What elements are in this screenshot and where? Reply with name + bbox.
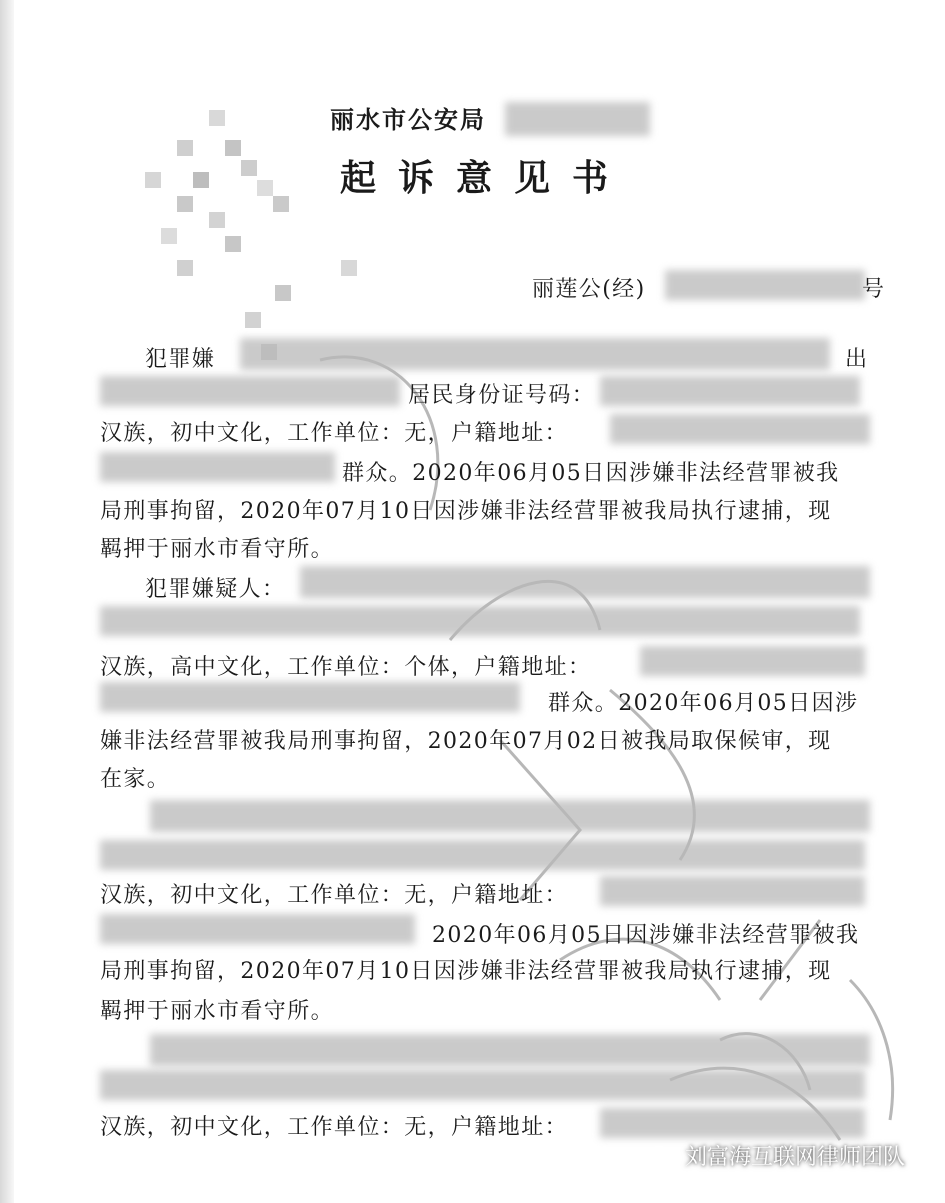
body-text-line: 嫌非法经营罪被我局刑事拘留，2020年07月02日被我局取保候审，现	[100, 729, 832, 754]
redaction-block	[100, 452, 335, 482]
redaction-block	[600, 376, 860, 406]
redaction-block	[300, 566, 870, 598]
redaction-block	[100, 1070, 865, 1100]
body-text-line: 在家。	[100, 767, 171, 792]
redaction-block	[100, 606, 860, 636]
body-text-line: 群众。2020年06月05日因涉	[548, 691, 859, 716]
redaction-block	[100, 914, 415, 944]
body-text-line: 群众。2020年06月05日因涉嫌非法经营罪被我	[342, 461, 840, 486]
redaction-block	[100, 682, 520, 712]
body-text-line: 汉族，初中文化，工作单位：无，户籍地址：	[100, 883, 569, 908]
document-number-suffix: 号	[862, 277, 886, 302]
body-text-line: 汉族，初中文化，工作单位：无，户籍地址：	[100, 421, 569, 446]
issuing-authority: 丽水市公安局	[330, 105, 486, 134]
redaction-block	[150, 800, 870, 832]
redaction-block	[240, 338, 830, 370]
body-text-line: 犯罪嫌	[145, 347, 216, 372]
redaction-block	[640, 646, 865, 676]
watermark-text: 刘富海互联网律师团队	[684, 1145, 905, 1170]
page-edge-shadow	[0, 0, 14, 1203]
body-text-line: 居民身份证号码：	[408, 383, 596, 408]
document-title: 起诉意见书	[340, 157, 631, 199]
wechat-icon	[649, 1145, 675, 1167]
redaction-block	[100, 376, 400, 406]
body-text-line: 2020年06月05日因涉嫌非法经营罪被我	[432, 923, 860, 948]
body-text-line: 汉族，高中文化，工作单位：个体，户籍地址：	[100, 655, 592, 680]
body-text-line: 汉族，初中文化，工作单位：无，户籍地址：	[100, 1115, 569, 1140]
redaction-block	[150, 1034, 870, 1066]
redaction-block	[665, 270, 865, 300]
wechat-watermark	[649, 1140, 905, 1171]
body-text-line: 局刑事拘留，2020年07月10日因涉嫌非法经营罪被我局执行逮捕，现	[100, 959, 832, 984]
redaction-block	[600, 1108, 865, 1138]
body-text-line: 犯罪嫌疑人：	[145, 577, 286, 602]
body-text-line: 局刑事拘留，2020年07月10日因涉嫌非法经营罪被我局执行逮捕，现	[100, 499, 832, 524]
body-text-line: 羁押于丽水市看守所。	[100, 537, 335, 562]
redaction-block	[505, 102, 650, 136]
body-text-line: 羁押于丽水市看守所。	[100, 999, 335, 1024]
redaction-block	[600, 876, 865, 906]
redaction-block	[610, 414, 870, 444]
body-text-line: 出	[845, 347, 869, 372]
document-number-prefix: 丽莲公(经)	[532, 277, 646, 302]
redaction-block	[100, 840, 865, 870]
